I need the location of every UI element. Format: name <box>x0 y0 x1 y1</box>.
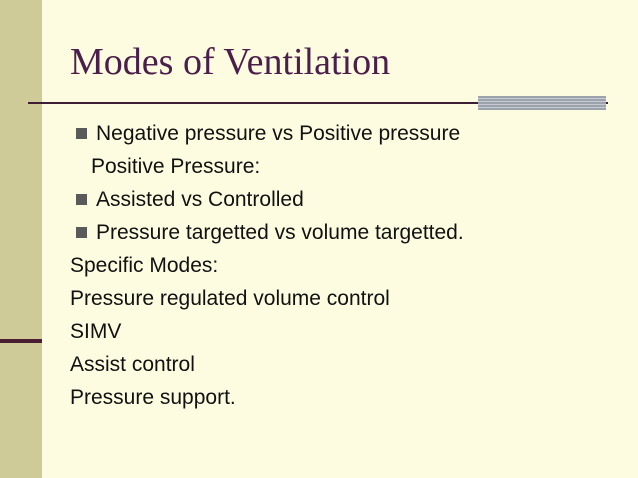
list-item-text: Negative pressure vs Positive pressure <box>96 122 461 145</box>
list-item <box>70 381 630 414</box>
list-item <box>70 216 630 249</box>
list-item-text: Specific Modes: <box>70 254 219 277</box>
list-item <box>70 150 630 183</box>
title-rule-bar <box>478 96 606 110</box>
list-item-text: Pressure support. <box>70 386 236 409</box>
slide-title: Modes of Ventilation <box>70 41 391 83</box>
list-item-text: Assist control <box>70 353 195 376</box>
list-item <box>70 117 630 150</box>
list-item <box>70 249 630 282</box>
left-decor-accent <box>0 339 42 343</box>
list-item-text: Pressure targetted vs volume targetted. <box>96 221 464 244</box>
square-bullet-icon <box>76 194 87 205</box>
list-item-text: Pressure regulated volume control <box>70 287 390 310</box>
square-bullet-icon <box>76 227 87 238</box>
list-item-text: SIMV <box>70 320 122 343</box>
list-item <box>70 315 630 348</box>
list-item <box>70 348 630 381</box>
list-item <box>70 183 630 216</box>
list-item <box>70 282 630 315</box>
left-decor-band <box>0 0 42 478</box>
list-item-text: Assisted vs Controlled <box>96 188 304 211</box>
slide-content <box>70 117 630 414</box>
list-item-text: Positive Pressure: <box>91 155 261 178</box>
square-bullet-icon <box>76 128 87 139</box>
